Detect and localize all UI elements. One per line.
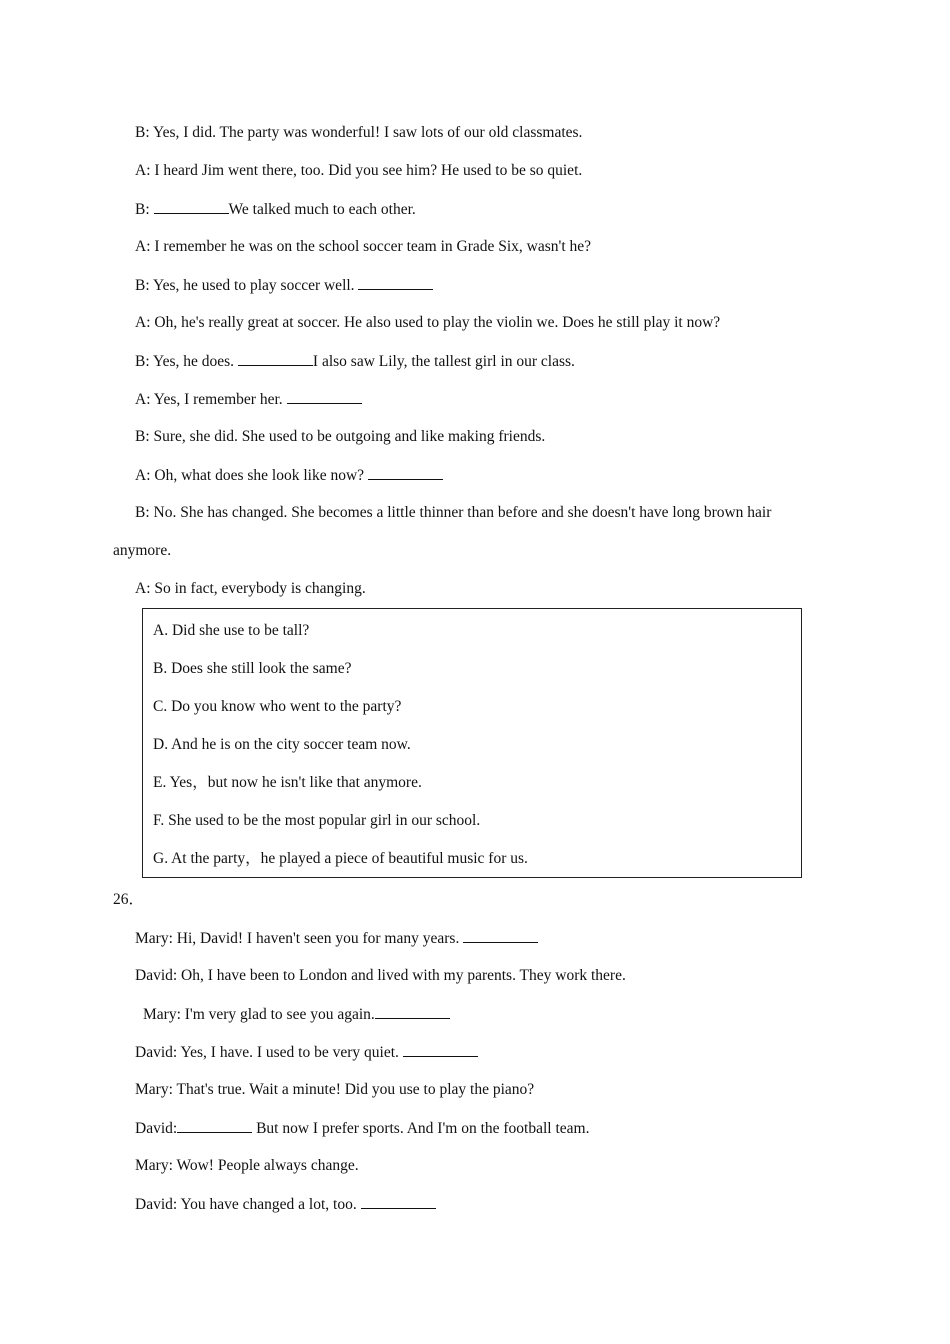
dialogue-line	[135, 966, 626, 986]
line-suffix: But now I prefer sports. And I'm on the football team.	[252, 1120, 590, 1137]
option-item: E. Yes，but now he isn't like that anymore.	[153, 774, 422, 791]
line-prefix: David: Yes, I have. I used to be very quiet.	[135, 1044, 403, 1061]
answer-blank[interactable]	[375, 1004, 450, 1019]
line-text: B: Yes, I did. The party was wonderful! I saw lots of our old classmates.	[135, 124, 583, 141]
question-number: 26．	[113, 891, 145, 908]
dialogue-line	[135, 579, 366, 599]
line-prefix: A: Yes, I remember her.	[135, 391, 287, 408]
line-prefix: A: Oh, what does she look like now?	[135, 467, 368, 484]
line-prefix: David:	[135, 1120, 178, 1137]
line-prefix: B: Yes, he does.	[135, 353, 238, 370]
line-suffix: I also saw Lily, the tallest girl in our class.	[312, 353, 575, 370]
dialogue-line	[135, 275, 433, 295]
line-prefix: Mary: Hi, David! I haven't seen you for many years.	[135, 930, 464, 947]
line-text: Mary: Wow! People always change.	[135, 1157, 359, 1174]
dialogue-line	[135, 123, 582, 143]
answer-blank[interactable]	[177, 1118, 252, 1133]
answer-blank[interactable]	[368, 465, 443, 480]
answer-blank[interactable]	[463, 928, 538, 943]
option-item: G. At the party，he played a piece of beautiful music for us.	[153, 850, 528, 867]
line-prefix: B:	[135, 201, 154, 218]
options-box	[142, 608, 802, 878]
dialogue-line	[135, 465, 443, 485]
dialogue-line	[113, 541, 171, 561]
dialogue-line	[135, 928, 538, 948]
option-item: F. She used to be the most popular girl in our school.	[153, 812, 481, 829]
answer-blank[interactable]	[287, 389, 362, 404]
dialogue-line	[135, 1080, 534, 1100]
option-item: A. Did she use to be tall?	[153, 622, 310, 639]
dialogue-line	[135, 313, 720, 333]
line-suffix: We talked much to each other.	[228, 201, 416, 218]
dialogue-line	[135, 1042, 478, 1062]
dialogue-line	[135, 1194, 436, 1214]
dialogue-line	[143, 1004, 450, 1024]
dialogue-line	[135, 351, 575, 371]
option-item: D. And he is on the city soccer team now.	[153, 736, 411, 753]
dialogue-line	[135, 389, 362, 409]
answer-blank[interactable]	[358, 275, 433, 290]
answer-blank[interactable]	[361, 1194, 436, 1209]
dialogue-line	[135, 427, 545, 447]
line-prefix: David: You have changed a lot, too.	[135, 1196, 361, 1213]
dialogue-line	[135, 199, 416, 219]
answer-blank[interactable]	[154, 199, 229, 214]
dialogue-line	[135, 1156, 359, 1176]
option-item: B. Does she still look the same?	[153, 660, 352, 677]
answer-blank[interactable]	[403, 1042, 478, 1057]
answer-blank[interactable]	[238, 351, 313, 366]
line-prefix: Mary: I'm very glad to see you again.	[143, 1006, 375, 1023]
line-prefix: B: Yes, he used to play soccer well.	[135, 277, 359, 294]
line-text: B: Sure, she did. She used to be outgoing and like making friends.	[135, 428, 546, 445]
dialogue-line	[135, 1118, 589, 1138]
line-text: Mary: That's true. Wait a minute! Did you use to play the piano?	[135, 1081, 535, 1098]
line-text: A: I remember he was on the school soccer team in Grade Six, wasn't he?	[135, 238, 592, 255]
line-text: David: Oh, I have been to London and lived with my parents. They work there.	[135, 967, 626, 984]
line-text: A: So in fact, everybody is changing.	[135, 580, 366, 597]
line-text: A: Oh, he's really great at soccer. He also used to play the violin we. Does he still play it now?	[135, 314, 721, 331]
option-item: C. Do you know who went to the party?	[153, 698, 402, 715]
dialogue-line	[135, 237, 591, 257]
line-text: B: No. She has changed. She becomes a little thinner than before and she doesn't have long brown hair	[135, 504, 772, 521]
line-text: A: I heard Jim went there, too. Did you see him? He used to be so quiet.	[135, 162, 583, 179]
dialogue-line	[135, 503, 771, 523]
dialogue-line	[135, 161, 582, 181]
line-text: anymore.	[113, 542, 172, 559]
